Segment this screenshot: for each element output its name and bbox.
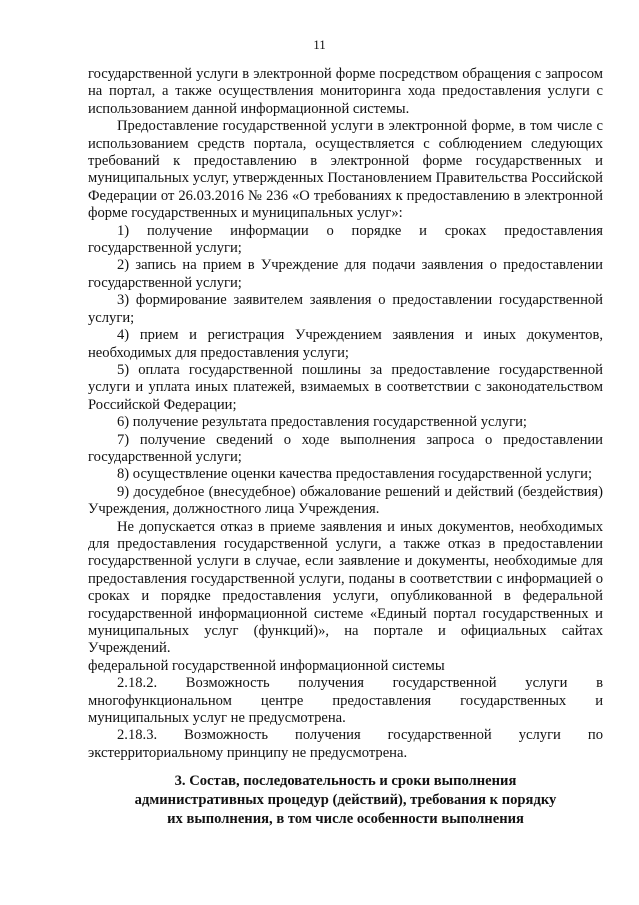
list-item: 5) оплата государственной пошлины за предоставление государственной услуги и уплата иных платежей, взимаемых в соответствии с законодательством Российской Федерации; bbox=[88, 361, 603, 413]
paragraph: федеральной государственной информационной системы bbox=[88, 657, 445, 674]
list-item: 2) запись на прием в Учреждение для подачи заявления о предоставлении государственной услуги; bbox=[88, 257, 603, 291]
body-text bbox=[88, 66, 603, 762]
section-heading-line: их выполнения, в том числе особенности выполнения bbox=[167, 811, 524, 827]
paragraph: Предоставление государственной услуги в электронной форме, в том числе с использованием средств портала, осуществляется с соблюдением следующих требований к предоставлению в электронной форме государственных и муниципальных услуг, утвержденных Постановлением Правительства Российской Федерации от 26.03.2016 № 236 «О требованиях к предоставлению в электронной форме государственных и муниципальных услуг»: bbox=[88, 118, 603, 222]
page-number: 11 bbox=[313, 37, 326, 52]
list-item: 6) получение результата предоставления государственной услуги; bbox=[117, 414, 527, 431]
list-item: 9) досудебное (внесудебное) обжалование решений и действий (бездействия) Учреждения, должностного лица Учреждения. bbox=[88, 483, 603, 518]
paragraph: Не допускается отказ в приеме заявления и иных документов, необходимых для предоставления государственной услуги, а также отказ в предоставлении государственной услуги в случае, если заявление и документы, необходимые для предоставления государственной услуги, поданы в соответствии с информацией о сроках и порядке предоставления услуги, опубликованной в федеральной государственной информационной системе «Единый портал государственных и муниципальных услуг (функций)», на портале и официальных сайтах Учреждений. bbox=[88, 518, 603, 657]
list-item: 3) формирование заявителем заявления о предоставлении государственной услуги; bbox=[88, 292, 603, 326]
paragraph: 2.18.3. Возможность получения государственной услуги по экстерриториальному принципу не предусмотрена. bbox=[88, 727, 603, 761]
section-heading-line: 3. Состав, последовательность и сроки выполнения bbox=[174, 773, 517, 789]
list-item: 1) получение информации о порядке и сроках предоставления государственной услуги; bbox=[88, 222, 603, 257]
list-item: 4) прием и регистрация Учреждением заявления и иных документов, необходимых для предоставления услуги; bbox=[88, 327, 603, 361]
section-heading-line: административных процедур (действий), требования к порядку bbox=[134, 792, 557, 808]
list-item: 7) получение сведений о ходе выполнения запроса о предоставлении государственной услуги; bbox=[88, 431, 603, 465]
paragraph: 2.18.2. Возможность получения государственной услуги в многофункциональном центре предоставления государственных и муниципальных услуг не предусмотрена. bbox=[88, 675, 603, 727]
section-heading bbox=[88, 772, 603, 829]
list-item: 8) осуществление оценки качества предоставления государственной услуги; bbox=[117, 466, 593, 483]
paragraph: государственной услуги в электронной форме посредством обращения с запросом на портал, а также осуществления мониторинга хода предоставления услуги с использованием данной информационной системы. bbox=[88, 66, 603, 117]
